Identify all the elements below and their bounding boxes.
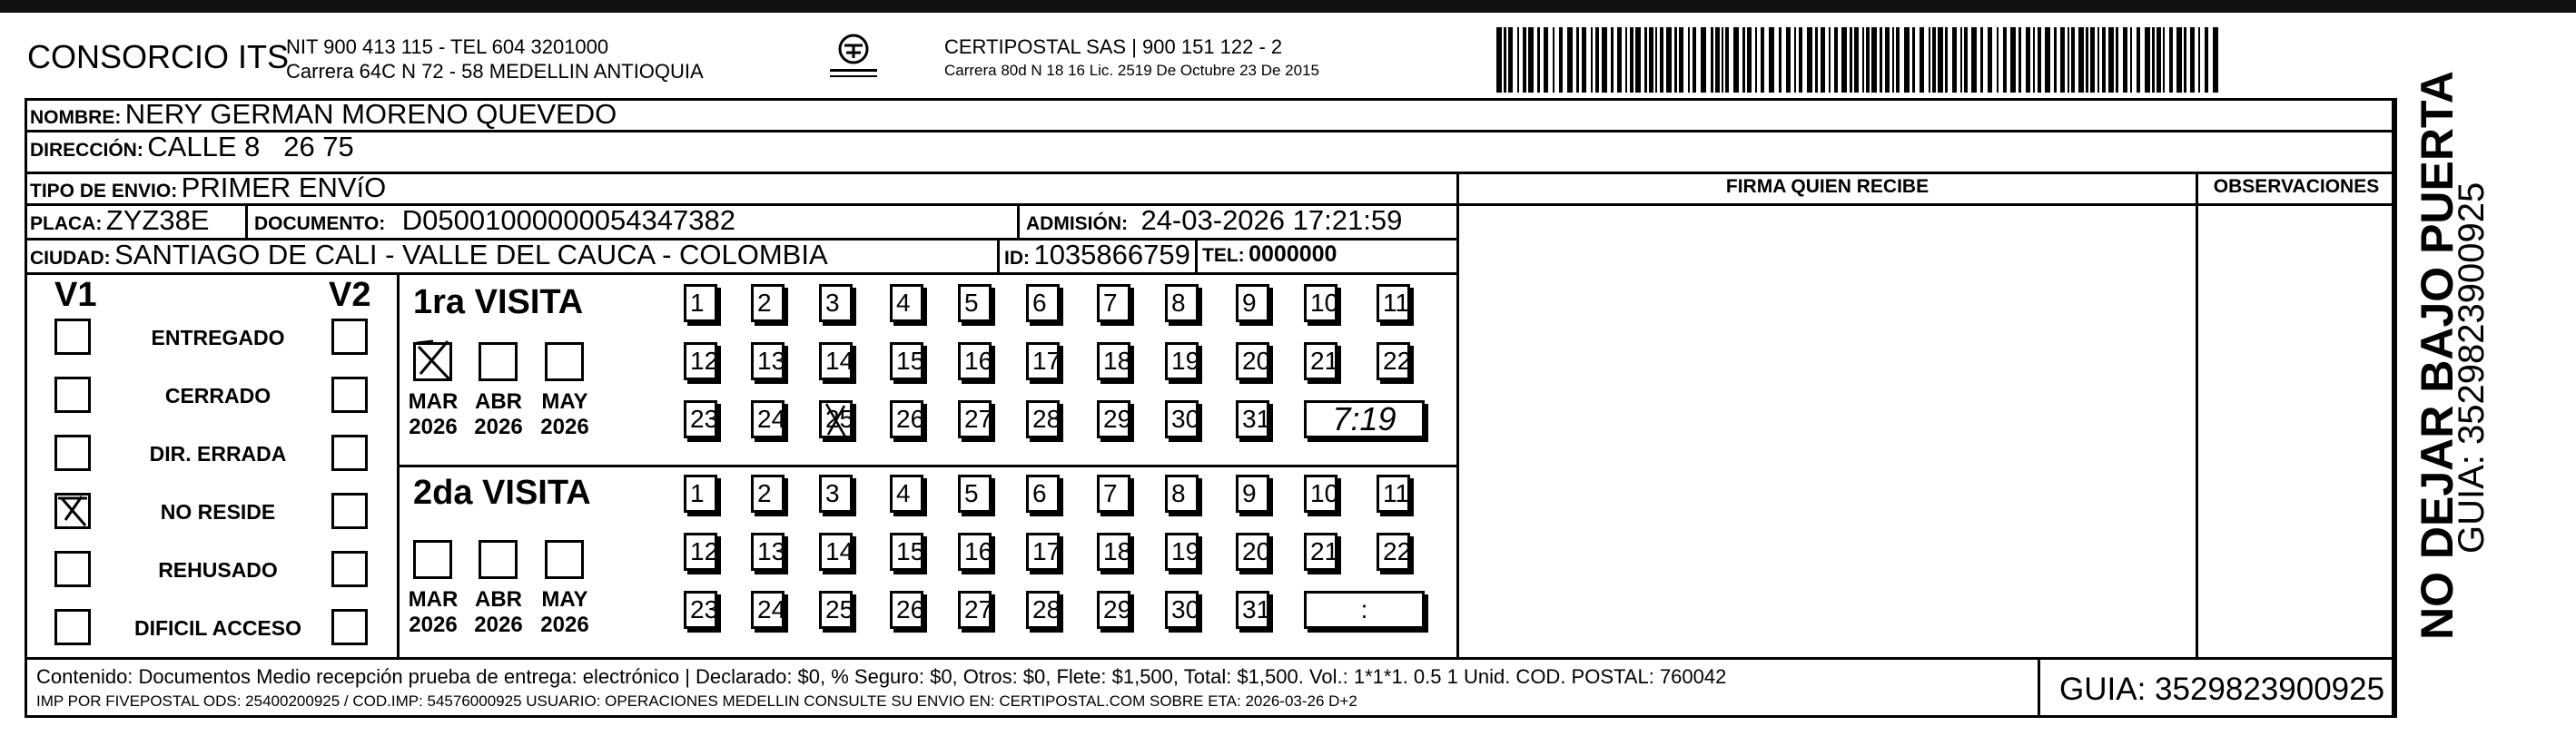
barcode-bar <box>2157 27 2161 93</box>
observaciones-label: OBSERVACIONES <box>2213 176 2380 197</box>
barcode-bar <box>1544 27 1548 93</box>
barcode-bar <box>1523 27 1526 93</box>
day-box[interactable]: 29 <box>1097 591 1130 629</box>
day-box[interactable]: 4 <box>890 475 923 513</box>
barcode-bar <box>1655 27 1657 93</box>
direccion-value: CALLE 8 26 75 <box>147 131 354 162</box>
tel-value: 0000000 <box>1249 241 1337 267</box>
day-box[interactable]: 5 <box>958 475 992 513</box>
footer-guia: GUIA: 3529823900925 <box>2059 672 2385 707</box>
day-box[interactable]: 28 <box>1026 400 1060 438</box>
barcode-bar <box>2010 27 2016 93</box>
day-box[interactable]: 14 <box>819 533 853 571</box>
barcode-bar <box>1912 27 1915 93</box>
v1-checkbox[interactable] <box>54 377 91 413</box>
barcode-bar <box>1742 27 1745 93</box>
id-label: ID: <box>1004 248 1030 269</box>
barcode-bar <box>1952 27 1957 93</box>
day-box[interactable]: 6 <box>1026 284 1060 322</box>
v1-checkbox[interactable] <box>54 609 91 645</box>
day-box[interactable]: 18 <box>1097 342 1130 380</box>
day-box[interactable]: 24 <box>751 400 785 438</box>
year-label: 2026 <box>474 415 523 439</box>
barcode-bar <box>1920 27 1924 93</box>
day-box[interactable]: 3 <box>819 475 853 513</box>
day-box[interactable]: 21 <box>1304 533 1337 571</box>
month-checkbox[interactable] <box>479 540 518 579</box>
barcode-bar <box>2086 27 2088 93</box>
admision-value: 24-03-2026 17:21:59 <box>1140 204 1403 236</box>
v2-checkbox[interactable] <box>331 493 368 529</box>
time-box[interactable]: : <box>1304 591 1425 629</box>
company-address: Carrera 64C N 72 - 58 MEDELLIN ANTIOQUIA <box>286 60 704 83</box>
barcode-bar <box>1644 27 1647 93</box>
barcode-bar <box>1582 27 1586 93</box>
year-label: 2026 <box>474 613 523 637</box>
status-label: REHUSADO <box>158 558 278 582</box>
day-box[interactable]: 30 <box>1165 400 1199 438</box>
barcode-bar <box>2026 27 2030 93</box>
barcode-bar <box>1761 27 1764 93</box>
footer-print-info: IMP POR FIVEPOSTAL ODS: 25400200925 / COD.IMP: 54576000925 USUARIO: OPERACIONES MEDELLIN CONSULTE SU ENVIO EN: CERTIPOSTAL.COM SOBRE ETA: 2026-03-26 D+2 <box>36 692 1357 710</box>
documento-label: DOCUMENTO: <box>254 213 386 234</box>
barcode-bar <box>1553 27 1554 93</box>
month-label: ABR <box>475 587 522 612</box>
day-box[interactable]: 20 <box>1236 533 1269 571</box>
day-box[interactable]: 31 <box>1236 591 1269 629</box>
day-box[interactable]: 15 <box>890 342 923 380</box>
day-box[interactable]: 12 <box>684 533 717 571</box>
day-box[interactable]: 16 <box>958 342 992 380</box>
placa-value: ZYZ38E <box>105 204 210 236</box>
barcode-bar <box>2102 27 2106 93</box>
barcode-bar <box>2054 27 2057 93</box>
barcode-bar <box>1904 27 1910 93</box>
barcode-bar <box>1786 27 1791 93</box>
barcode-bar <box>1528 27 1534 93</box>
day-box[interactable]: 17 <box>1026 533 1060 571</box>
barcode-bar <box>2137 27 2140 93</box>
barcode-bar <box>2198 27 2200 93</box>
placa-label: PLACA: <box>30 213 103 234</box>
barcode-bar <box>2169 27 2173 93</box>
status-label: CERRADO <box>164 384 271 407</box>
v2-checkbox[interactable] <box>331 377 368 413</box>
barcode-bar <box>1496 27 1502 93</box>
barcode-bar <box>1834 27 1838 93</box>
tipo-envio-value: PRIMER ENVíO <box>181 172 387 203</box>
barcode-bar <box>1725 27 1729 93</box>
barcode-bar <box>1674 27 1677 93</box>
year-label: 2026 <box>540 415 589 439</box>
barcode-bar <box>1715 27 1720 93</box>
barcode-bar <box>1611 27 1614 93</box>
day-box[interactable]: 29 <box>1097 400 1130 438</box>
barcode-bar <box>2108 27 2114 93</box>
day-box[interactable]: 11 <box>1377 284 1410 322</box>
barcode-bar <box>1711 27 1713 93</box>
day-box[interactable]: 30 <box>1165 591 1199 629</box>
day-box[interactable]: 19 <box>1165 342 1199 380</box>
status-label: NO RESIDE <box>160 500 276 524</box>
month-label: ABR <box>475 389 522 414</box>
barcode-bar <box>2184 27 2186 93</box>
v2-label: V2 <box>329 276 371 314</box>
barcode-bar <box>1660 27 1663 93</box>
status-label: ENTREGADO <box>151 326 285 349</box>
barcode-bar <box>2176 27 2182 93</box>
day-box[interactable]: 10 <box>1304 284 1337 322</box>
barcode-bar <box>1576 27 1579 93</box>
company-name: CONSORCIO ITS <box>27 38 290 75</box>
barcode-bar <box>1666 27 1672 93</box>
barcode-bar <box>1602 27 1607 93</box>
time-box[interactable]: 7:19 <box>1304 400 1425 438</box>
nombre-value: NERY GERMAN MORENO QUEVEDO <box>124 98 617 130</box>
v2-checkbox[interactable] <box>331 319 368 355</box>
barcode-bar <box>1617 27 1622 93</box>
barcode-bar <box>2018 27 2021 93</box>
barcode-bar <box>2152 27 2155 93</box>
barcode-bar <box>1635 27 1641 93</box>
barcode-bar <box>1591 27 1593 93</box>
barcode-bar <box>1980 27 1983 93</box>
day-box[interactable]: 15 <box>890 533 923 571</box>
top-border <box>0 0 2576 13</box>
day-box[interactable]: 9 <box>1236 284 1269 322</box>
barcode-bar <box>1779 27 1781 93</box>
barcode-bar <box>1567 27 1573 93</box>
barcode-bar <box>1595 27 1599 93</box>
barcode-bar <box>1688 27 1690 93</box>
barcode-bar <box>1938 27 1943 93</box>
barcode-bar <box>1854 27 1859 93</box>
day-box[interactable]: 6 <box>1026 475 1060 513</box>
day-box[interactable]: 8 <box>1165 284 1199 322</box>
day-number: 25 <box>825 405 854 433</box>
day-box[interactable]: 14 <box>819 342 853 380</box>
day-box[interactable]: 13 <box>751 533 785 571</box>
barcode-bar <box>1932 27 1936 93</box>
barcode-bar <box>1625 27 1627 93</box>
month-label: MAY <box>541 587 588 612</box>
barcode-bar <box>1701 27 1706 93</box>
v1-checkbox[interactable] <box>54 435 91 471</box>
barcode-bar <box>1693 27 1696 93</box>
barcode-bar <box>1945 27 1948 93</box>
barcode-bar <box>1537 27 1540 93</box>
day-box[interactable]: 21 <box>1304 342 1337 380</box>
barcode-bar <box>1829 27 1831 93</box>
barcode-bar <box>1508 27 1513 93</box>
barcode-bar <box>2213 27 2218 93</box>
day-box[interactable]: 13 <box>751 342 785 380</box>
month-checkbox[interactable] <box>545 342 584 381</box>
month-label: MAR <box>408 389 459 414</box>
day-box[interactable]: 7 <box>1097 284 1130 322</box>
barcode-bar <box>2130 27 2132 93</box>
barcode-bar <box>1880 27 1882 93</box>
barcode-bar <box>1841 27 1847 93</box>
barcode-bar <box>1559 27 1563 93</box>
barcode-bar <box>1733 27 1739 93</box>
barcode-bar <box>2205 27 2208 93</box>
v2-checkbox[interactable] <box>331 435 368 471</box>
day-box[interactable]: 16 <box>958 533 992 571</box>
day-box[interactable]: 23 <box>684 591 717 629</box>
barcode-bar <box>1649 27 1653 93</box>
day-box[interactable]: 1 <box>684 475 717 513</box>
month-checkbox[interactable] <box>413 342 452 381</box>
barcode-bar <box>1815 27 1818 93</box>
day-box[interactable]: 7 <box>1097 475 1130 513</box>
tel-label: TEL: <box>1202 245 1245 266</box>
v1-checkbox[interactable] <box>54 551 91 587</box>
barcode-bar <box>1885 27 1890 93</box>
day-box[interactable]: 19 <box>1165 533 1199 571</box>
day-box[interactable]: 26 <box>890 400 923 438</box>
barcode-bar <box>1997 27 1999 93</box>
no-dejar-warning: NO DEJAR BAJO PUERTA <box>2412 71 2462 640</box>
barcode-bar <box>1850 27 1852 93</box>
month-checkbox[interactable] <box>413 540 452 579</box>
day-box[interactable]: 27 <box>958 400 992 438</box>
barcode-bar <box>1892 27 1894 93</box>
barcode-bar <box>1755 27 1757 93</box>
day-box[interactable]: 26 <box>890 591 923 629</box>
barcode-bar <box>1929 27 1930 93</box>
year-label: 2026 <box>540 613 589 637</box>
id-value: 1035866759 <box>1033 239 1190 270</box>
certipostal-logo <box>817 33 890 87</box>
day-box[interactable]: 11 <box>1377 475 1410 513</box>
status-label: DIR. ERRADA <box>149 442 287 466</box>
barcode-bar <box>1821 27 1825 93</box>
barcode-bar <box>1679 27 1683 93</box>
month-label: MAR <box>408 587 459 612</box>
footer-content: Contenido: Documentos Medio recepción prueba de entrega: electrónico | Declarado: $0, % Seguro: $0, Otros: $0, Flete: $1,500, Total: $1,500. Vol.: 1*1*1. 0.5 1 Unid. COD. POSTAL: 760042 <box>36 665 1727 688</box>
day-box[interactable]: 22 <box>1377 533 1410 571</box>
barcode-bar <box>2033 27 2035 93</box>
barcode-bar <box>2116 27 2118 93</box>
barcode-bar <box>2078 27 2084 93</box>
barcode-bar <box>1747 27 1752 93</box>
barcode-bar <box>1988 27 1992 93</box>
v1-checkbox[interactable] <box>54 319 91 355</box>
barcode-bar <box>2123 27 2127 93</box>
nombre-label: NOMBRE: <box>30 107 122 128</box>
barcode-bar <box>2045 27 2050 93</box>
ciudad-value: SANTIAGO DE CALI - VALLE DEL CAUCA - COLOMBIA <box>114 239 828 270</box>
day-box[interactable]: 17 <box>1026 342 1060 380</box>
barcode-bar <box>2060 27 2065 93</box>
v2-checkbox[interactable] <box>331 551 368 587</box>
documento-value: D05001000000054347382 <box>401 204 735 236</box>
barcode <box>1496 27 2223 93</box>
month-checkbox[interactable] <box>545 540 584 579</box>
barcode-bar <box>1871 27 1877 93</box>
day-box[interactable]: 18 <box>1097 533 1130 571</box>
year-label: 2026 <box>409 613 458 637</box>
barcode-bar <box>2071 27 2075 93</box>
barcode-bar <box>1964 27 1968 93</box>
day-box[interactable]: 1 <box>684 284 717 322</box>
firma-label: FIRMA QUIEN RECIBE <box>1725 176 1930 197</box>
barcode-bar <box>1799 27 1802 93</box>
barcode-bar <box>1630 27 1633 93</box>
barcode-bar <box>1504 27 1506 93</box>
direccion-label: DIRECCIÓN: <box>30 140 143 161</box>
side-guia: GUIA: 3529823900925 <box>2452 182 2492 554</box>
day-box[interactable]: 27 <box>958 591 992 629</box>
day-box[interactable]: 9 <box>1236 475 1269 513</box>
day-box[interactable]: 10 <box>1304 475 1337 513</box>
day-box[interactable]: 24 <box>751 591 785 629</box>
barcode-bar <box>2038 27 2041 93</box>
day-box[interactable]: 20 <box>1236 342 1269 380</box>
barcode-bar <box>1862 27 1864 93</box>
barcode-bar <box>1769 27 1774 93</box>
company-nit: NIT 900 413 115 - TEL 604 3201000 <box>286 35 609 58</box>
month-label: MAY <box>541 389 588 414</box>
cross-mark-icon <box>819 400 855 442</box>
barcode-bar <box>1971 27 1977 93</box>
barcode-bar <box>2145 27 2150 93</box>
year-label: 2026 <box>409 415 458 439</box>
day-box[interactable]: 22 <box>1377 342 1410 380</box>
tipo-envio-label: TIPO DE ENVIO: <box>30 181 178 201</box>
day-box[interactable]: 8 <box>1165 475 1199 513</box>
day-box[interactable]: 2 <box>751 284 785 322</box>
day-box[interactable]: 28 <box>1026 591 1060 629</box>
barcode-bar <box>1960 27 1962 93</box>
v1-label: V1 <box>54 276 97 314</box>
day-box[interactable]: 12 <box>684 342 717 380</box>
first-visit-title: 1ra VISITA <box>413 283 584 321</box>
certipostal-info: CERTIPOSTAL SAS | 900 151 122 - 2 <box>944 35 1283 58</box>
status-label: DIFICIL ACCESO <box>133 616 301 640</box>
admision-label: ADMISIÓN: <box>1026 213 1128 234</box>
day-box[interactable] <box>819 400 853 438</box>
barcode-bar <box>1866 27 1870 93</box>
day-box[interactable]: 31 <box>1236 400 1269 438</box>
barcode-bar <box>1794 27 1796 93</box>
barcode-bar <box>2190 27 2195 93</box>
v2-checkbox[interactable] <box>331 609 368 645</box>
day-box[interactable]: 2 <box>751 475 785 513</box>
certipostal-license: Carrera 80d N 18 16 Lic. 2519 De Octubre 23 De 2015 <box>944 62 1319 79</box>
day-box[interactable]: 5 <box>958 284 992 322</box>
barcode-bar <box>2090 27 2095 93</box>
barcode-bar <box>1896 27 1900 93</box>
day-box[interactable]: 4 <box>890 284 923 322</box>
barcode-bar <box>1517 27 1519 93</box>
day-box[interactable]: 25 <box>819 591 853 629</box>
barcode-bar <box>2003 27 2007 93</box>
barcode-bar <box>2068 27 2069 93</box>
day-box[interactable]: 23 <box>684 400 717 438</box>
day-box[interactable]: 3 <box>819 284 853 322</box>
barcode-bar <box>1807 27 1812 93</box>
second-visit-title: 2da VISITA <box>413 474 591 512</box>
v1-checkbox[interactable] <box>54 493 91 529</box>
barcode-bar <box>2163 27 2165 93</box>
barcode-bar <box>1722 27 1723 93</box>
month-checkbox[interactable] <box>479 342 518 381</box>
ciudad-label: CIUDAD: <box>30 248 111 269</box>
barcode-bar <box>2097 27 2099 93</box>
